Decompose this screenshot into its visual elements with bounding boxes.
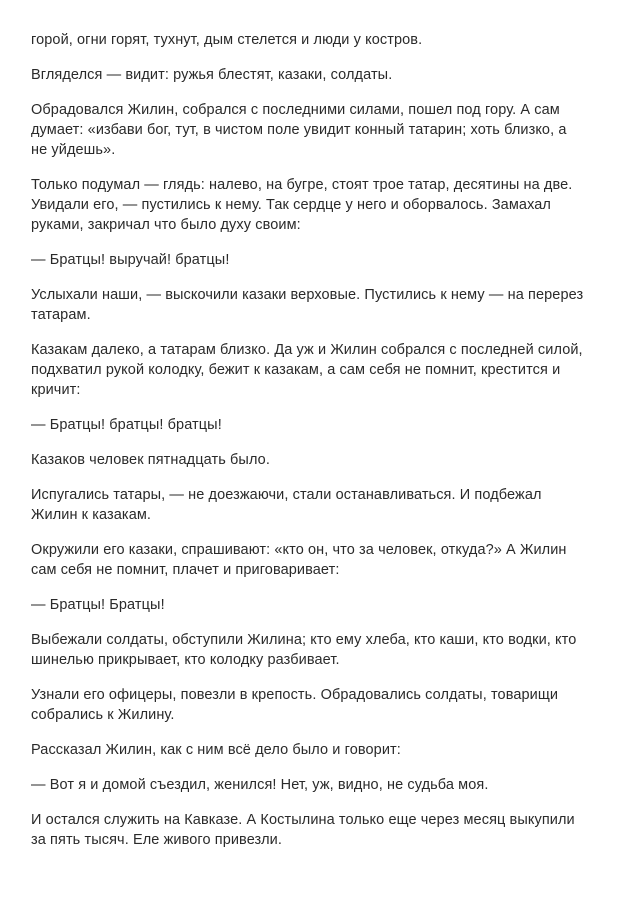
text-line: за пять тысяч. Еле живого привезли. <box>31 832 283 848</box>
paragraph <box>31 540 615 580</box>
paragraph <box>31 175 615 235</box>
text-line: Выбежали солдаты, обступили Жилина; кто ему хлеба, кто каши, кто водки, кто <box>31 632 577 648</box>
text-line: Испугались татары, — не доезжаючи, стали останавливаться. И подбежал <box>31 487 542 503</box>
text-line: Жилин к казакам. <box>31 507 152 523</box>
paragraph <box>31 285 615 325</box>
paragraph <box>31 30 615 50</box>
text-line: — Братцы! выручай! братцы! <box>31 252 230 268</box>
paragraph-dialogue <box>31 415 615 435</box>
text-line: горой, огни горят, тухнут, дым стелется и люди у костров. <box>31 32 423 48</box>
text-line: кричит: <box>31 382 81 398</box>
text-line: сам себя не помнит, плачет и приговаривает: <box>31 562 340 578</box>
text-line: Окружили его казаки, спрашивают: «кто он, что за человек, откуда?» А Жилин <box>31 542 567 558</box>
paragraph-dialogue <box>31 775 615 795</box>
text-line: не уйдешь». <box>31 142 116 158</box>
paragraph <box>31 485 615 525</box>
text-line: Увидали его, — пустились к нему. Так сердце у него и оборвалось. Замахал <box>31 197 551 213</box>
text-line: Обрадовался Жилин, собрался с последними силами, пошел под гору. А сам <box>31 102 560 118</box>
text-line: татарам. <box>31 307 91 323</box>
paragraph <box>31 740 615 760</box>
text-line: Вгляделся — видит: ружья блестят, казаки, солдаты. <box>31 67 393 83</box>
text-line: Только подумал — глядь: налево, на бугре, стоят трое татар, десятины на две. <box>31 177 573 193</box>
text-line: Узнали его офицеры, повезли в крепость. Обрадовались солдаты, товарищи <box>31 687 559 703</box>
paragraph <box>31 450 615 470</box>
paragraph <box>31 100 615 160</box>
text-line: — Братцы! братцы! братцы! <box>31 417 222 433</box>
text-line: шинелью прикрывает, кто колодку разбивает. <box>31 652 340 668</box>
paragraph-dialogue <box>31 595 615 615</box>
paragraph <box>31 685 615 725</box>
text-line: подхватил рукой колодку, бежит к казакам, а сам себя не помнит, крестится и <box>31 362 561 378</box>
text-line: Рассказал Жилин, как с ним всё дело было и говорит: <box>31 742 401 758</box>
paragraph <box>31 810 615 850</box>
text-line: думает: «избави бог, тут, в чистом поле увидит конный татарин; хоть близко, а <box>31 122 567 138</box>
paragraph <box>31 340 615 400</box>
text-line: Казаков человек пятнадцать было. <box>31 452 270 468</box>
paragraph-dialogue <box>31 250 615 270</box>
paragraph <box>31 630 615 670</box>
text-line: собрались к Жилину. <box>31 707 175 723</box>
text-line: Услыхали наши, — выскочили казаки верховые. Пустились к нему — на перерез <box>31 287 584 303</box>
text-line: — Вот я и домой съездил, женился! Нет, уж, видно, не судьба моя. <box>31 777 489 793</box>
text-line: руками, закричал что было духу своим: <box>31 217 301 233</box>
text-line: Казакам далеко, а татарам близко. Да уж и Жилин собрался с последней силой, <box>31 342 583 358</box>
paragraph <box>31 65 615 85</box>
text-line: И остался служить на Кавказе. А Костылина только еще через месяц выкупили <box>31 812 575 828</box>
text-line: — Братцы! Братцы! <box>31 597 165 613</box>
